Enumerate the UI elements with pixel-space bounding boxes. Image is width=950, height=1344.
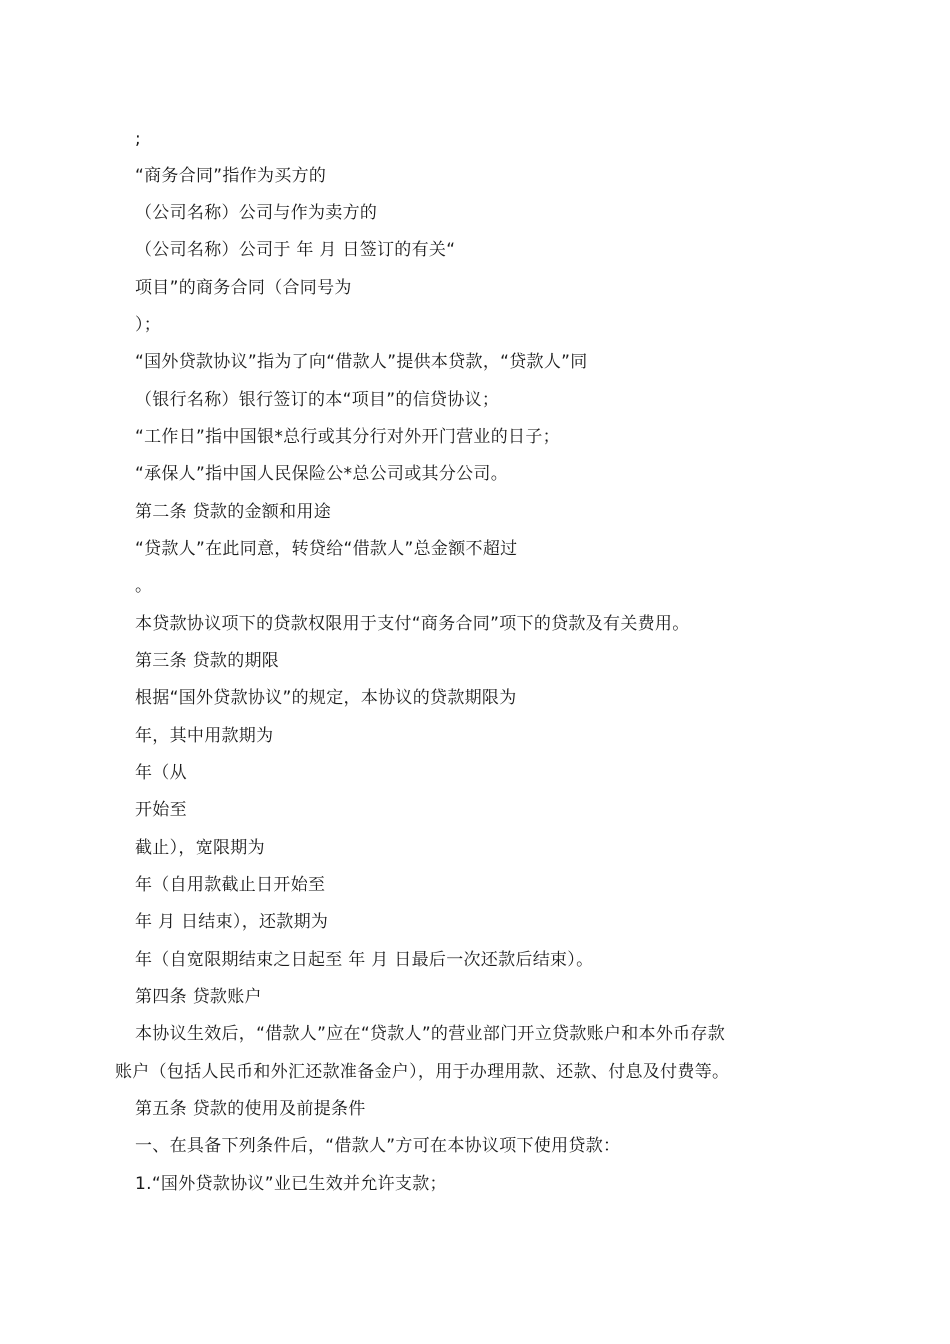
text-line: （银行名称）银行签订的本“项目”的信贷协议； (135, 390, 500, 410)
text-line: 年（自宽限期结束之日起至 年 月 日最后一次还款后结束）。 (135, 950, 594, 970)
text-line: 项目”的商务合同（合同号为 (135, 278, 352, 298)
text-line: （公司名称）公司与作为卖方的 (135, 203, 378, 223)
text-line: 一、在具备下列条件后，“借款人”方可在本协议项下使用贷款： (135, 1136, 621, 1156)
text-line: 账户（包括人民币和外汇还款准备金户），用于办理用款、还款、付息及付费等。 (115, 1062, 730, 1082)
text-line: 开始至 (135, 800, 187, 820)
article-heading: 第二条 贷款的金额和用途 (135, 502, 332, 522)
text-line: 年（自用款截止日开始至 (135, 875, 326, 895)
article-heading: 第五条 贷款的使用及前提条件 (135, 1099, 366, 1119)
article-heading: 第四条 贷款账户 (135, 987, 262, 1007)
text-line: 根据“国外贷款协议”的规定，本协议的贷款期限为 (135, 688, 517, 708)
text-line: 本贷款协议项下的贷款权限用于支付“商务合同”项下的贷款及有关费用。 (135, 614, 690, 634)
text-line: “商务合同”指作为买方的 (135, 166, 327, 186)
text-line: 截止），宽限期为 (135, 838, 265, 858)
text-line: “贷款人”在此同意，转贷给“借款人”总金额不超过 (135, 539, 518, 559)
text-line: “国外贷款协议”指为了向“借款人”提供本贷款，“贷款人”同 (135, 352, 588, 372)
text-line: 年 月 日结束），还款期为 (135, 912, 329, 932)
text-line: 年，其中用款期为 (135, 726, 274, 746)
text-line: 年（从 (135, 763, 187, 783)
text-line: 。 (135, 576, 153, 596)
article-heading: 第三条 贷款的期限 (135, 651, 280, 671)
text-line: ; (135, 129, 142, 149)
text-line: （公司名称）公司于 年 月 日签订的有关“ (135, 240, 456, 260)
text-line: “承保人”指中国人民保险公*总公司或其分公司。 (135, 464, 509, 484)
text-line: 本协议生效后，“借款人”应在“贷款人”的营业部门开立贷款账户和本外币存款 (135, 1024, 726, 1044)
text-line: ）； (135, 315, 162, 335)
list-item: 1.“国外贷款协议”业已生效并允许支款； (135, 1174, 447, 1194)
text-line: “工作日”指中国银*总行或其分行对外开门营业的日子； (135, 427, 560, 447)
